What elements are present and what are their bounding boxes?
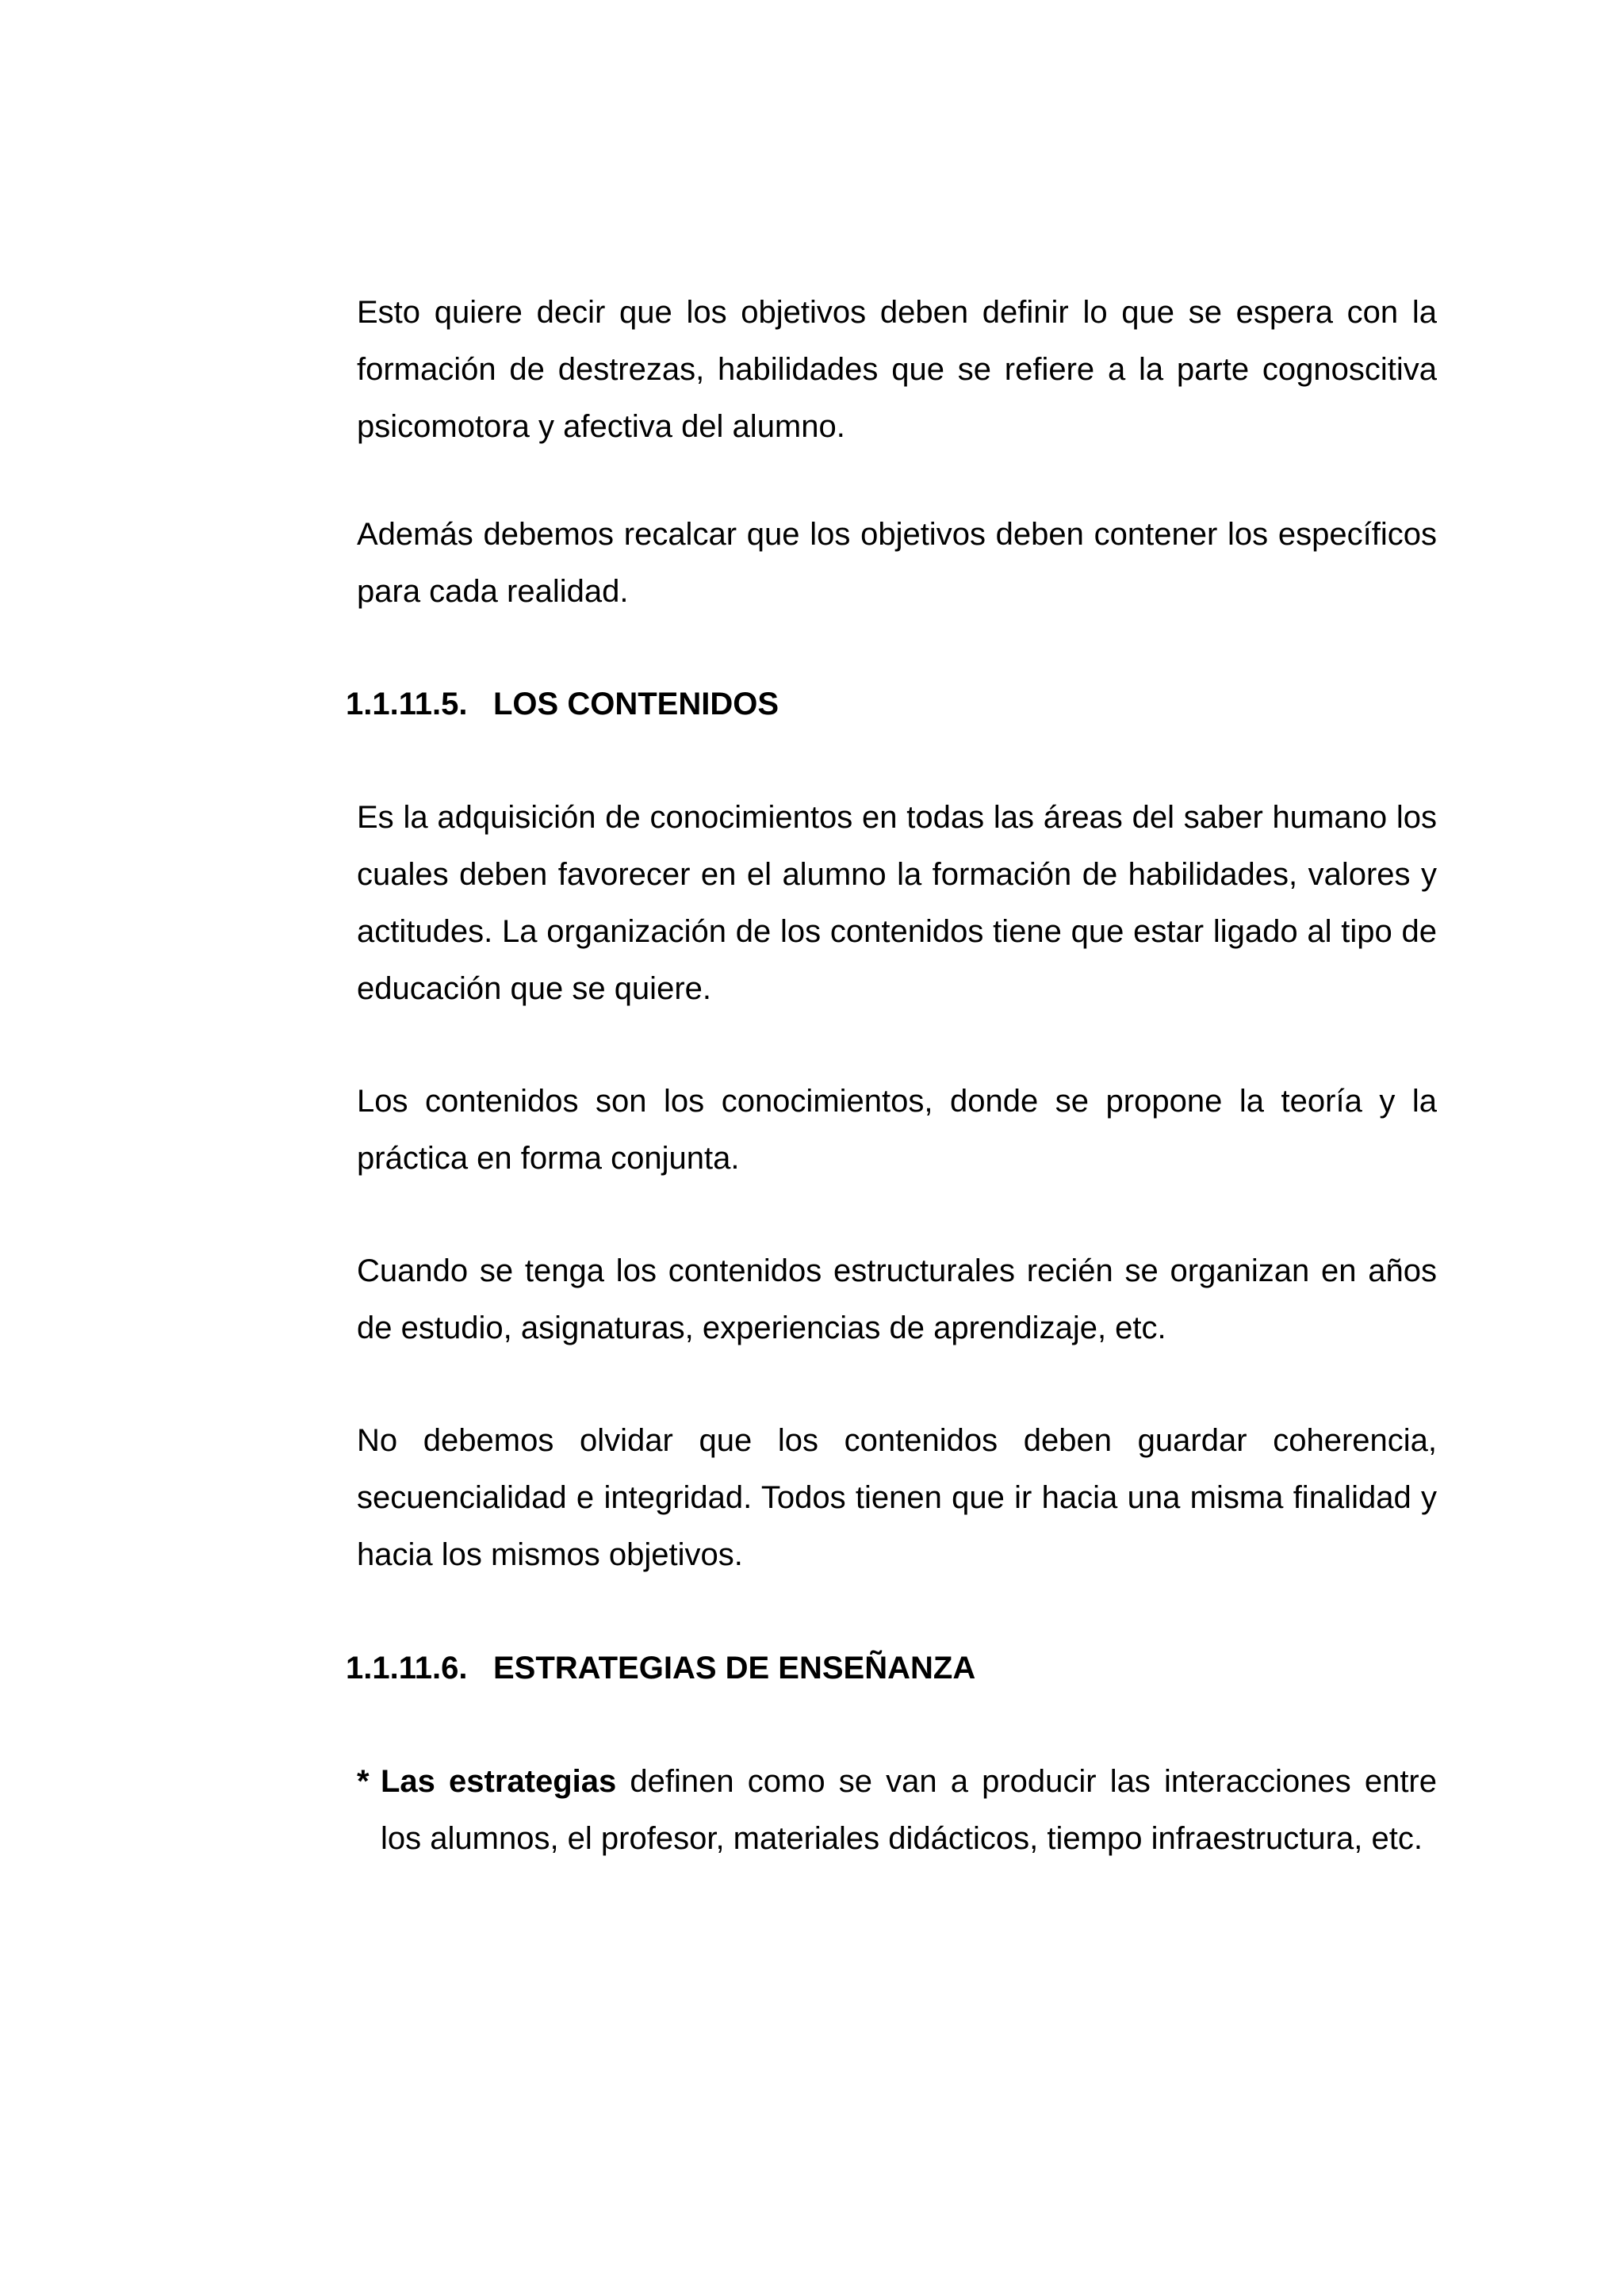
- bullet-body: [381, 1753, 1437, 1867]
- paragraph-contenidos-coherencia: No debemos olvidar que los contenidos deben guardar coherencia, secuencialidad e integridad. Todos tienen que ir hacia una misma finalidad y hacia los mismos objetivos.: [357, 1423, 1437, 1572]
- bullet-item-estrategias: [357, 1753, 1437, 1867]
- section-number: 1.1.11.6.: [346, 1651, 468, 1686]
- section-number: 1.1.11.5.: [346, 687, 468, 721]
- paragraph-contenidos-estructurales: Cuando se tenga los contenidos estructurales recién se organizan en años de estudio, asignaturas, experiencias de aprendizaje, etc.: [357, 1253, 1437, 1345]
- paragraph-objetivos-especificos: Además debemos recalcar que los objetivos deben contener los específicos para cada realidad.: [357, 517, 1437, 609]
- paragraph-contenidos-adquisicion: Es la adquisición de conocimientos en todas las áreas del saber humano los cuales deben favorecer en el alumno la formación de habilidades, valores y actitudes. La organización de los contenidos tiene que estar ligado al tipo de educación que se quiere.: [357, 800, 1437, 1006]
- section-heading-estrategias: [346, 1640, 975, 1697]
- bullet-bold-lead: Las estrategias: [381, 1764, 617, 1799]
- section-title: ESTRATEGIAS DE ENSEÑANZA: [493, 1651, 976, 1686]
- paragraph-contenidos-conocimientos: Los contenidos son los conocimientos, donde se propone la teoría y la práctica en forma conjunta.: [357, 1084, 1437, 1176]
- bullet-marker: *: [357, 1764, 370, 1799]
- paragraph-objetivos-definicion: Esto quiere decir que los objetivos deben definir lo que se espera con la formación de destrezas, habilidades que se refiere a la parte cognoscitiva psicomotora y afectiva del alumno.: [357, 295, 1437, 444]
- section-title: LOS CONTENIDOS: [493, 687, 779, 721]
- section-heading-contenidos: [346, 675, 779, 733]
- bullet-text: definen como se van a producir las interacciones entre los alumnos, el profesor, materiales didácticos, tiempo infraestructura, etc.: [381, 1764, 1437, 1856]
